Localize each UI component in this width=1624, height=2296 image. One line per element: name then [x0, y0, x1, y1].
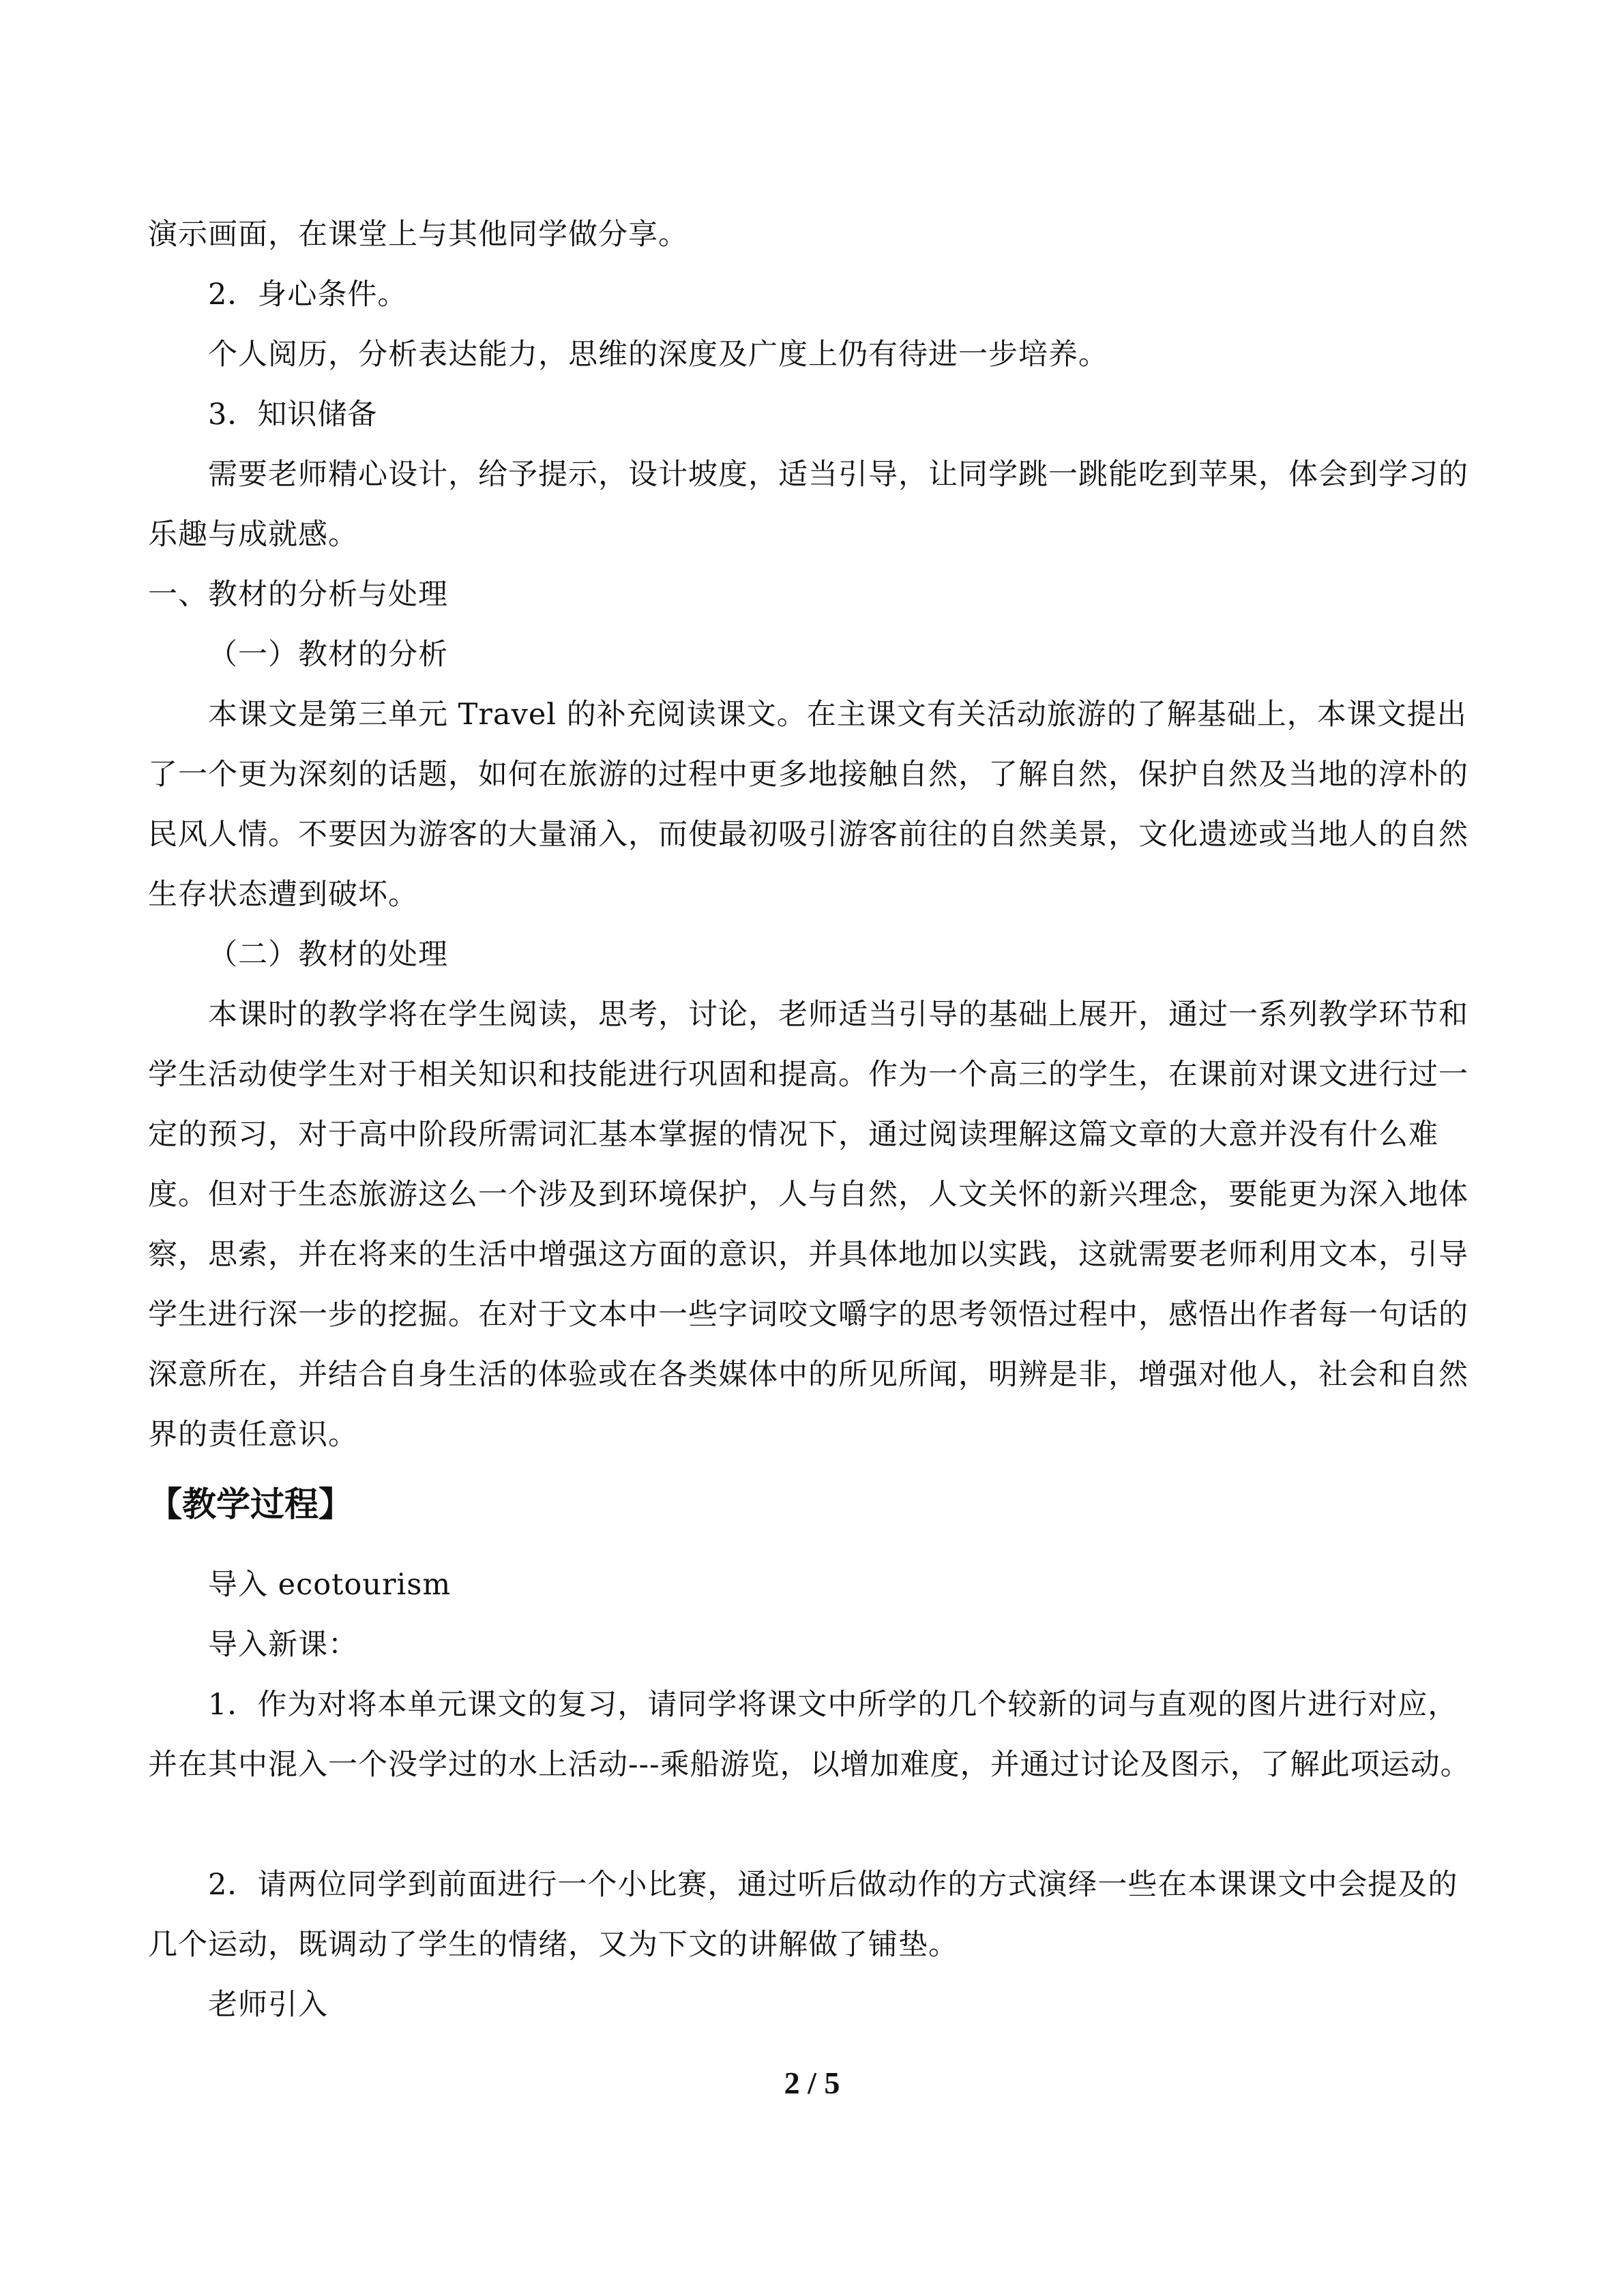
paragraph: 2．请两位同学到前面进行一个小比赛，通过听后做动作的方式演绎一些在本课课文中会提及的几个运动，既调动了学生的情绪，又为下文的讲解做了铺垫。 — [148, 1868, 1458, 1962]
paragraph: 1．作为对将本单元课文的复习，请同学将课文中所学的几个较新的词与直观的图片进行对应，并在其中混入一个没学过的水上活动---乘船游览，以增加难度，并通过讨论及图示，了解此项运动。 — [148, 1688, 1471, 1782]
subsection-heading: （一）教材的分析 — [208, 638, 448, 672]
paragraph: 个人阅历，分析表达能力，思维的深度及广度上仍有待进一步培养。 — [208, 338, 1108, 372]
paragraph: 本课文是第三单元 Travel 的补充阅读课文。在主课文有关活动旅游的了解基础上，本课文提出了一个更为深刻的话题，如何在旅游的过程中更多地接触自然，了解自然，保护自然及当地的淳朴的民风人情。不要因为游客的大量涌入，而使最初吸引游客前往的自然美景，文化遗迹或当地人的自然生存状态遭到破坏。 — [148, 698, 1468, 912]
paragraph: 3．知识储备 — [208, 398, 378, 432]
page-number: 2 / 5 — [784, 2066, 840, 2100]
paragraph: 演示画面，在课堂上与其他同学做分享。 — [148, 218, 688, 252]
paragraph: 老师引入 — [208, 1988, 328, 2022]
paragraph: 需要老师精心设计，给予提示，设计坡度，适当引导，让同学跳一跳能吃到苹果，体会到学习的乐趣与成就感。 — [148, 458, 1468, 552]
teaching-process-heading: 【教学过程】 — [148, 1485, 353, 1524]
paragraph: 本课时的教学将在学生阅读，思考，讨论，老师适当引导的基础上展开，通过一系列教学环节和学生活动使学生对于相关知识和技能进行巩固和提高。作为一个高三的学生，在课前对课文进行过一定的预习，对于高中阶段所需词汇基本掌握的情况下，通过阅读理解这篇文章的大意并没有什么难度。但对于生态旅游这么一个涉及到环境保护，人与自然，人文关怀的新兴理念，要能更为深入地体察，思索，并在将来的生活中增强这方面的意识，并具体地加以实践，这就需要老师利用文本，引导学生进行深一步的挖掘。在对于文本中一些字词咬文嚼字的思考领悟过程中，感悟出作者每一句话的深意所在，并结合自身生活的体验或在各类媒体中的所见所闻，明辨是非，增强对他人，社会和自然界的责任意识。 — [148, 998, 1468, 1452]
paragraph: 2．身心条件。 — [208, 278, 408, 312]
section-heading: 一、教材的分析与处理 — [148, 578, 448, 612]
paragraph: 导入新课： — [208, 1628, 358, 1662]
subsection-heading: （二）教材的处理 — [208, 938, 448, 972]
paragraph: 导入 ecotourism — [208, 1568, 452, 1602]
